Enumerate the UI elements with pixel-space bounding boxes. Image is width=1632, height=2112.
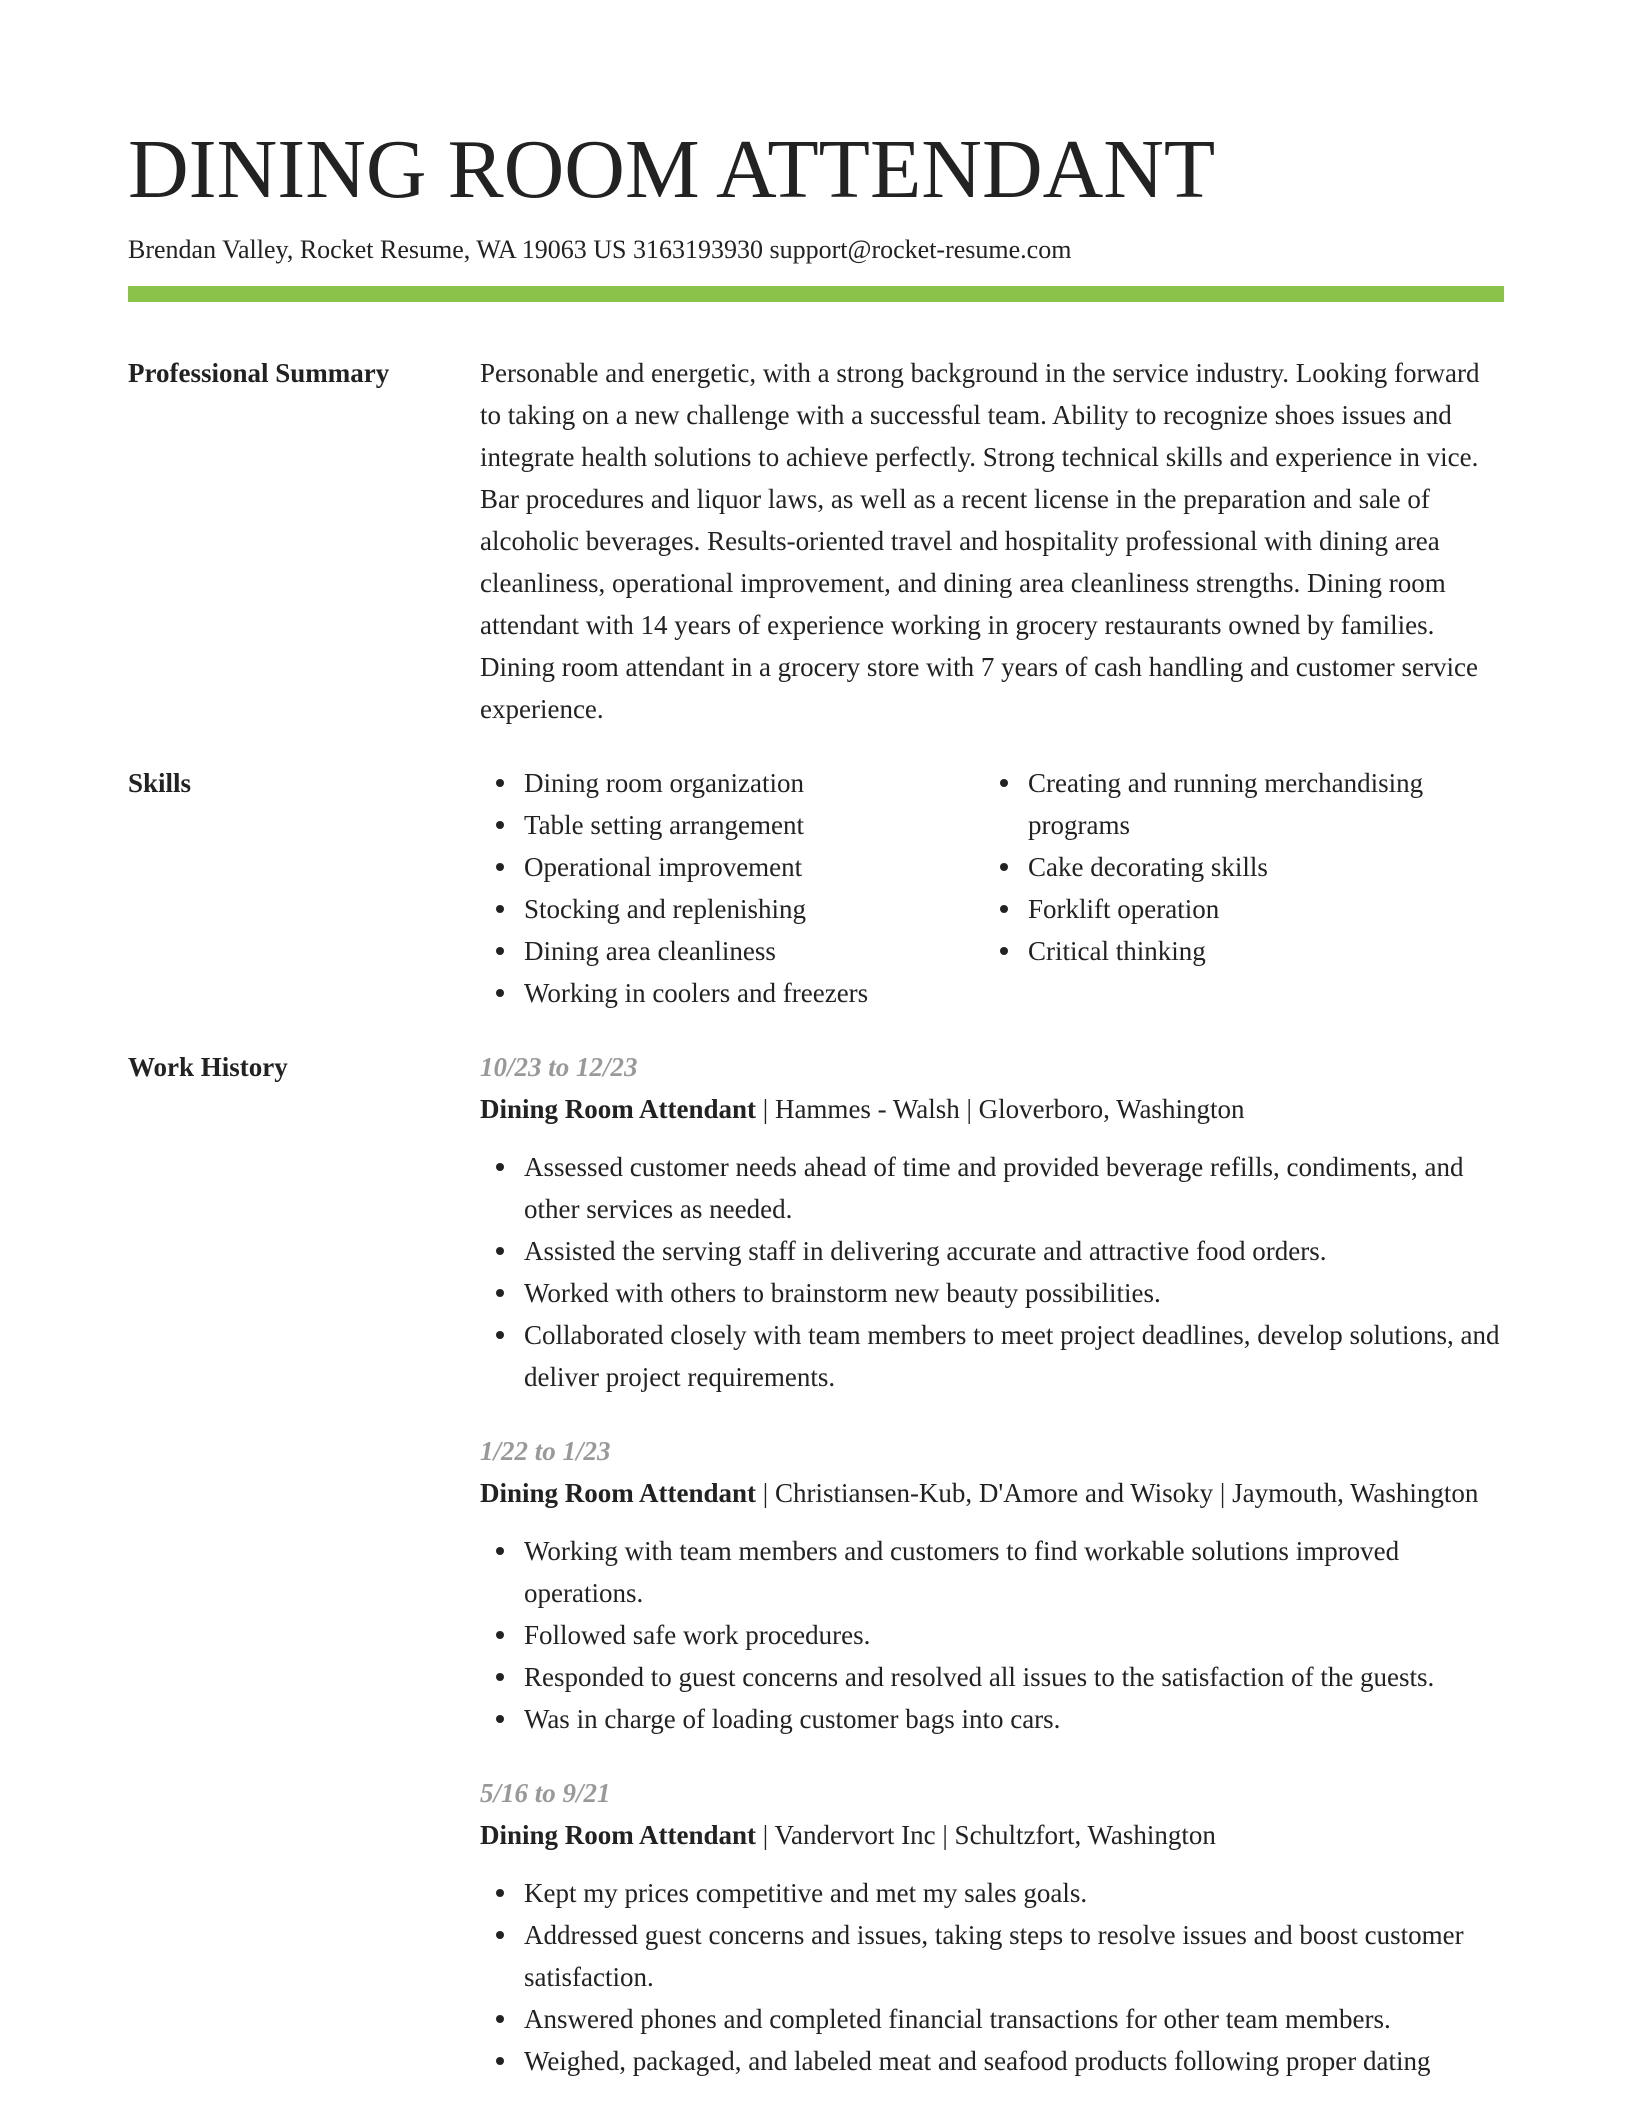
work-history-heading: Work History bbox=[128, 1052, 288, 1082]
candidate-name: DINING ROOM ATTENDANT bbox=[128, 123, 1216, 216]
summary-section bbox=[128, 352, 1504, 730]
job-duty: Addressed guest concerns and issues, taking steps to resolve issues and boost customer satisfaction. bbox=[480, 1914, 1504, 1998]
job-duty: Responded to guest concerns and resolved all issues to the satisfaction of the guests. bbox=[480, 1656, 1504, 1698]
skills-list bbox=[480, 762, 1504, 1014]
job-duty: Worked with others to brainstorm new beauty possibilities. bbox=[480, 1272, 1504, 1314]
skill-item: Operational improvement bbox=[480, 846, 984, 888]
skills-column-1 bbox=[480, 762, 984, 1014]
job-duties bbox=[480, 1146, 1504, 1398]
contact-info: Brendan Valley, Rocket Resume, WA 19063 US 3163193930 support@rocket-resume.com bbox=[128, 235, 1072, 264]
job-duty: Collaborated closely with team members to meet project deadlines, develop solutions, and deliver project requirements. bbox=[480, 1314, 1504, 1398]
skill-item: Working in coolers and freezers bbox=[480, 972, 984, 1014]
job-duty: Was in charge of loading customer bags into cars. bbox=[480, 1698, 1504, 1740]
job-entry bbox=[480, 1772, 1504, 2082]
job-duty: Kept my prices competitive and met my sales goals. bbox=[480, 1872, 1504, 1914]
skills-column-2 bbox=[984, 762, 1504, 1014]
summary-text: Personable and energetic, with a strong background in the service industry. Looking forward to taking on a new challenge with a successful team. Ability to recognize shoes issues and integrate health solutions to achieve perfectly. Strong technical skills and experience in vice. Bar procedures and liquor laws, as well as a recent license in the preparation and sale of alcoholic beverages. Results-oriented travel and hospitality professional with dining area cleanliness, operational improvement, and dining area cleanliness strengths. Dining room attendant with 14 years of experience working in grocery restaurants owned by families. Dining room attendant in a grocery store with 7 years of cash handling and customer service experience. bbox=[480, 358, 1480, 724]
job-duty: Answered phones and completed financial transactions for other team members. bbox=[480, 1998, 1504, 2040]
header-divider bbox=[128, 286, 1504, 302]
skill-item: Dining area cleanliness bbox=[480, 930, 984, 972]
job-title: Dining Room Attendant bbox=[480, 1478, 757, 1508]
job-employer-location: | Christiansen-Kub, D'Amore and Wisoky | Jaymouth, Washington bbox=[756, 1478, 1479, 1508]
job-duties bbox=[480, 1872, 1504, 2082]
job-employer-location: | Vandervort Inc | Schultzfort, Washington bbox=[756, 1820, 1216, 1850]
job-entry bbox=[480, 1046, 1504, 1398]
job-duty: Working with team members and customers to find workable solutions improved operations. bbox=[480, 1530, 1504, 1614]
summary-heading: Professional Summary bbox=[128, 358, 390, 388]
job-heading bbox=[480, 1088, 1504, 1130]
job-entry bbox=[480, 1430, 1504, 1740]
job-duty: Assessed customer needs ahead of time and provided beverage refills, condiments, and other services as needed. bbox=[480, 1146, 1504, 1230]
skill-item: Creating and running merchandising programs bbox=[984, 762, 1504, 846]
skill-item: Cake decorating skills bbox=[984, 846, 1504, 888]
skills-section bbox=[128, 762, 1504, 1014]
skill-item: Table setting arrangement bbox=[480, 804, 984, 846]
job-dates: 10/23 to 12/23 bbox=[480, 1052, 638, 1082]
job-title: Dining Room Attendant bbox=[480, 1094, 757, 1124]
work-history-section bbox=[128, 1046, 1504, 2112]
job-duty: Assisted the serving staff in delivering accurate and attractive food orders. bbox=[480, 1230, 1504, 1272]
job-duties bbox=[480, 1530, 1504, 1740]
skills-heading: Skills bbox=[128, 768, 192, 798]
skill-item: Stocking and replenishing bbox=[480, 888, 984, 930]
job-dates: 5/16 to 9/21 bbox=[480, 1778, 611, 1808]
skill-item: Forklift operation bbox=[984, 888, 1504, 930]
job-duty: Followed safe work procedures. bbox=[480, 1614, 1504, 1656]
job-heading bbox=[480, 1472, 1504, 1514]
job-duty: Weighed, packaged, and labeled meat and seafood products following proper dating bbox=[480, 2040, 1504, 2082]
job-title: Dining Room Attendant bbox=[480, 1820, 757, 1850]
job-employer-location: | Hammes - Walsh | Gloverboro, Washington bbox=[756, 1094, 1245, 1124]
skill-item: Critical thinking bbox=[984, 930, 1504, 972]
work-history-list bbox=[480, 1046, 1504, 2112]
resume-page bbox=[128, 118, 1504, 2112]
job-dates: 1/22 to 1/23 bbox=[480, 1436, 611, 1466]
skill-item: Dining room organization bbox=[480, 762, 984, 804]
job-heading bbox=[480, 1814, 1504, 1856]
